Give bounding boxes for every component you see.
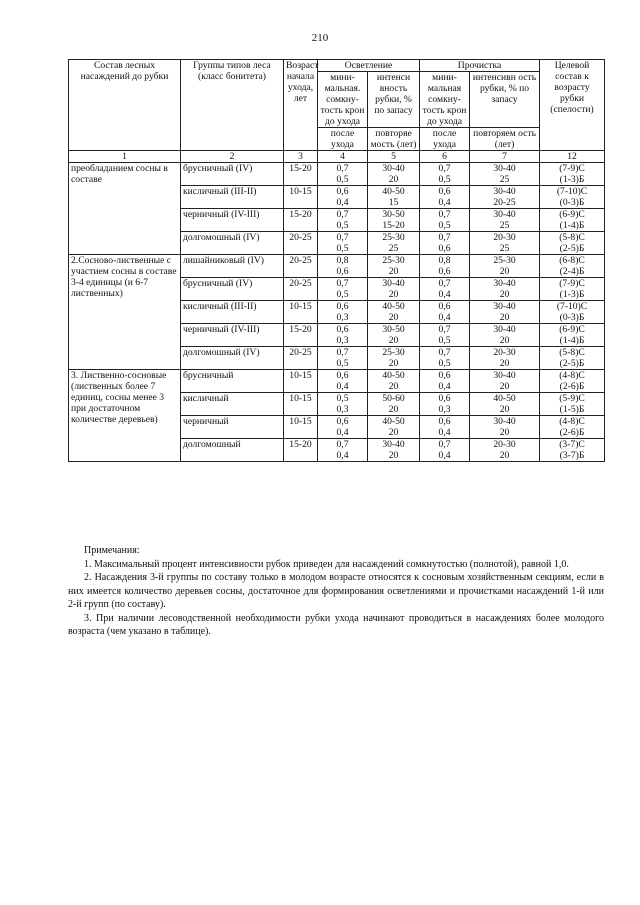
header-pro-after: после ухода [420,128,470,151]
start-age-cell: 15-20 [284,439,318,462]
cell-value: 30-40 [382,278,405,289]
value-cell [318,278,368,301]
cell-value: 30-40 [493,278,516,289]
value-cell [420,209,470,232]
cell-value: 30-40 [493,416,516,427]
cell-value: 25-30 [493,255,516,266]
notes-title: Примечания: [84,545,140,556]
value-cell [470,370,540,393]
cell-value: 0,7 [336,163,349,174]
value-cell [470,186,540,209]
value-cell [420,255,470,278]
cell-value: 0,7 [336,232,349,243]
col-index: 2 [181,151,284,163]
value-cell [318,347,368,370]
cell-value: 20 [388,174,399,185]
cell-value: 20 [388,381,399,392]
value-cell [420,324,470,347]
start-age-cell: 20-25 [284,232,318,255]
cell-value: 0,7 [438,232,451,243]
cell-value: 0,7 [336,209,349,220]
value-cell [540,393,605,416]
value-cell [540,186,605,209]
forest-type-cell: брусничный (IV) [181,278,284,301]
forest-type-cell: черничный (IV-III) [181,209,284,232]
start-age-cell: 20-25 [284,347,318,370]
header-pro-min-density: мини- мальная сомкну- тость крон до ухода [420,72,470,128]
cell-value: 0,7 [438,324,451,335]
forest-type-cell: брусничный [181,370,284,393]
value-cell [368,209,420,232]
cell-value: 0,5 [438,358,451,369]
cell-value: (1-3)Б [559,289,585,300]
cell-value: (6-9)С [559,324,585,335]
cell-value: 0,6 [336,186,349,197]
col-index: 5 [368,151,420,163]
value-cell [540,255,605,278]
cell-value: (7-10)С [556,301,588,312]
value-cell [318,209,368,232]
header-target-composition: Целевой состав к возрасту рубки (спелости) [540,60,605,151]
header-osv-min-density: мини- мальная. сомкну- тость крон до ухода [318,72,368,128]
cell-value: 25 [499,174,510,185]
start-age-cell: 10-15 [284,301,318,324]
cell-value: (0-3)Б [559,312,585,323]
cell-value: 0,5 [438,174,451,185]
value-cell [318,393,368,416]
cell-value: 0,5 [438,335,451,346]
cell-value: 20 [388,312,399,323]
cell-value: (7-9)С [559,278,585,289]
value-cell [470,347,540,370]
value-cell [368,393,420,416]
value-cell [420,186,470,209]
cell-value: (6-8)С [559,255,585,266]
value-cell [318,186,368,209]
cell-value: 20 [499,266,510,277]
cell-value: (5-8)С [559,232,585,243]
value-cell [420,416,470,439]
note-item: 3. При наличии лесоводственной необходимости рубки ухода начинают проводиться в насаждениях более молодого возраста (чем указано в таблице). [68,612,604,637]
start-age-cell: 10-15 [284,393,318,416]
cell-value: 40-50 [493,393,516,404]
value-cell [318,163,368,186]
value-cell [318,439,368,462]
cell-value: (7-10)С [556,186,588,197]
start-age-cell: 10-15 [284,416,318,439]
header-pro-intensity: интенсивн ость рубки, % по запасу [470,72,540,128]
table-row [69,255,605,278]
cell-value: (3-7)Б [559,450,585,461]
value-cell [420,393,470,416]
value-cell [470,416,540,439]
cell-value: 0,4 [438,450,451,461]
start-age-cell: 10-15 [284,370,318,393]
cell-value: 0,7 [336,439,349,450]
col-index: 12 [540,151,605,163]
cell-value: (1-4)Б [559,220,585,231]
cell-value: 20 [499,381,510,392]
value-cell [368,324,420,347]
cell-value: 25-30 [382,232,405,243]
cell-value: 0,4 [438,312,451,323]
start-age-cell: 20-25 [284,255,318,278]
value-cell [318,370,368,393]
cell-value: 0,6 [438,301,451,312]
forest-type-cell: долгомошный (IV) [181,232,284,255]
cell-value: 0,7 [336,278,349,289]
cell-value: 30-40 [382,439,405,450]
forest-type-cell: долгомошный [181,439,284,462]
value-cell [368,163,420,186]
cell-value: 20 [499,358,510,369]
header-start-age: Возраст начала ухода, лет [284,60,318,151]
cell-value: 20 [388,450,399,461]
forest-type-cell: долгомошный (IV) [181,347,284,370]
forest-type-cell: брусничный (IV) [181,163,284,186]
cell-value: 30-40 [493,209,516,220]
value-cell [470,232,540,255]
notes-section [68,544,604,639]
value-cell [540,439,605,462]
cell-value: (5-9)С [559,393,585,404]
value-cell [540,324,605,347]
cell-value: 0,4 [438,427,451,438]
value-cell [368,186,420,209]
value-cell [540,416,605,439]
cell-value: 0,6 [336,266,349,277]
value-cell [540,370,605,393]
cell-value: (4-8)С [559,416,585,427]
group-label: 3. Лиственно-сосновые (лиственных более 7 единиц, сосны менее 3 при достаточном количестве деревьев) [69,370,181,462]
cell-value: 30-40 [493,324,516,335]
cell-value: 25 [499,220,510,231]
start-age-cell: 15-20 [284,163,318,186]
value-cell [318,255,368,278]
cell-value: (0-3)Б [559,197,585,208]
cell-value: 20 [388,335,399,346]
cell-value: 0,6 [336,324,349,335]
note-item: 2. Насаждения 3-й группы по составу только в молодом возрасте относятся к сосновым хозяйственным секциям, если в них имеется количество деревьев сосны, достаточное для формирования осветлениями и прочистками насаждений 1-й или 2-й групп (по составу). [68,572,604,610]
cell-value: (4-8)С [559,370,585,381]
silviculture-table [68,59,605,462]
cell-value: 0,5 [336,393,349,404]
table-row [69,163,605,186]
cell-value: 20 [388,358,399,369]
cell-value: (2-5)Б [559,358,585,369]
cell-value: 0,6 [336,370,349,381]
value-cell [470,439,540,462]
value-cell [470,209,540,232]
cell-value: 30-40 [493,301,516,312]
start-age-cell: 15-20 [284,324,318,347]
header-pro-repeat: повторяем ость (лет) [470,128,540,151]
value-cell [368,370,420,393]
value-cell [368,439,420,462]
start-age-cell: 10-15 [284,186,318,209]
cell-value: (5-8)С [559,347,585,358]
cell-value: 20 [499,404,510,415]
cell-value: (2-5)Б [559,243,585,254]
cell-value: 15-20 [382,220,405,231]
cell-value: 20 [499,335,510,346]
value-cell [420,278,470,301]
group-label: преобладанием сосны в составе [69,163,181,255]
note-item: 1. Максимальный процент интенсивности рубок приведен для насаждений сомкнутостью (полнотой), равной 1,0. [84,558,569,570]
cell-value: 0,5 [438,220,451,231]
forest-type-cell: лишайниковый (IV) [181,255,284,278]
cell-value: 0,7 [438,439,451,450]
value-cell [420,439,470,462]
cell-value: (6-9)С [559,209,585,220]
value-cell [368,301,420,324]
forest-type-cell: кисличный [181,393,284,416]
cell-value: 0,5 [336,289,349,300]
cell-value: 20 [499,289,510,300]
cell-value: 25 [499,243,510,254]
value-cell [318,416,368,439]
value-cell [540,209,605,232]
value-cell [368,255,420,278]
col-index: 7 [470,151,540,163]
cell-value: 30-40 [493,163,516,174]
cell-value: (2-6)Б [559,381,585,392]
value-cell [420,163,470,186]
group-label: 2.Сосново-лиственные с участием сосны в составе 3-4 единицы (и 6-7 лиственных) [69,255,181,370]
cell-value: 30-40 [493,370,516,381]
value-cell [540,278,605,301]
forest-type-cell: кисличный (III-II) [181,186,284,209]
cell-value: 0,7 [438,347,451,358]
cell-value: 0,8 [336,255,349,266]
cell-value: 20-30 [493,232,516,243]
cell-value: 30-50 [382,209,405,220]
value-cell [540,232,605,255]
cell-value: 0,6 [438,416,451,427]
cell-value: 20 [388,266,399,277]
cell-value: 0,4 [438,289,451,300]
value-cell [318,301,368,324]
header-composition: Состав лесных насаждений до рубки [69,60,181,151]
header-forest-type: Группы типов леса (класс бонитета) [181,60,284,151]
cell-value: 0,6 [336,301,349,312]
col-index: 4 [318,151,368,163]
cell-value: 0,6 [336,416,349,427]
value-cell [368,232,420,255]
cell-value: 0,4 [438,381,451,392]
cell-value: (3-7)С [559,439,585,450]
value-cell [470,278,540,301]
cell-value: 0,8 [438,255,451,266]
col-index: 1 [69,151,181,163]
cell-value: 20 [388,427,399,438]
value-cell [368,278,420,301]
value-cell [470,163,540,186]
header-osv-repeat: повторяе мость (лет) [368,128,420,151]
cell-value: 0,3 [336,312,349,323]
cell-value: 0,6 [438,186,451,197]
cell-value: 0,6 [438,370,451,381]
forest-type-cell: черничный [181,416,284,439]
start-age-cell: 20-25 [284,278,318,301]
cell-value: 0,4 [336,427,349,438]
cell-value: 0,4 [438,197,451,208]
cell-value: 20-30 [493,347,516,358]
cell-value: 0,7 [438,163,451,174]
cell-value: 30-50 [382,324,405,335]
value-cell [420,301,470,324]
cell-value: 20 [499,312,510,323]
cell-value: 0,6 [438,243,451,254]
header-osv-after: после ухода [318,128,368,151]
cell-value: 0,7 [438,278,451,289]
value-cell [540,301,605,324]
col-index: 3 [284,151,318,163]
cell-value: 40-50 [382,370,405,381]
cell-value: 0,3 [336,335,349,346]
value-cell [368,347,420,370]
cell-value: 0,5 [336,243,349,254]
cell-value: (1-4)Б [559,335,585,346]
cell-value: (2-6)Б [559,427,585,438]
value-cell [318,324,368,347]
cell-value: 0,5 [336,358,349,369]
cell-value: (7-9)С [559,163,585,174]
cell-value: 25-30 [382,347,405,358]
cell-value: 0,4 [336,450,349,461]
cell-value: 0,7 [336,347,349,358]
header-osv-intensity: интенси вность рубки, % по запасу [368,72,420,128]
cell-value: 20 [388,289,399,300]
cell-value: 40-50 [382,416,405,427]
forest-type-cell: кисличный (III-II) [181,301,284,324]
table-row [69,370,605,393]
start-age-cell: 15-20 [284,209,318,232]
header-osvetlenie: Осветление [318,60,420,72]
col-index: 6 [420,151,470,163]
forest-type-cell: черничный (IV-III) [181,324,284,347]
cell-value: 0,3 [438,404,451,415]
value-cell [420,370,470,393]
cell-value: 50-60 [382,393,405,404]
cell-value: 20 [388,404,399,415]
cell-value: 0,4 [336,197,349,208]
value-cell [420,347,470,370]
cell-value: 0,5 [336,220,349,231]
cell-value: 15 [388,197,399,208]
cell-value: 0,7 [438,209,451,220]
page-number: 210 [311,32,329,44]
value-cell [318,232,368,255]
value-cell [540,347,605,370]
cell-value: 30-40 [382,163,405,174]
cell-value: 0,6 [438,266,451,277]
value-cell [470,301,540,324]
cell-value: (1-3)Б [559,174,585,185]
header-prochistka: Прочистка [420,60,540,72]
cell-value: 40-50 [382,186,405,197]
cell-value: 0,3 [336,404,349,415]
cell-value: 20 [499,450,510,461]
cell-value: 30-40 [493,186,516,197]
value-cell [470,255,540,278]
cell-value: 0,4 [336,381,349,392]
cell-value: (2-4)Б [559,266,585,277]
cell-value: 20 [499,427,510,438]
value-cell [540,163,605,186]
cell-value: 20-25 [493,197,516,208]
cell-value: 25-30 [382,255,405,266]
cell-value: 40-50 [382,301,405,312]
value-cell [470,393,540,416]
cell-value: (1-5)Б [559,404,585,415]
value-cell [420,232,470,255]
value-cell [470,324,540,347]
cell-value: 0,5 [336,174,349,185]
cell-value: 0,6 [438,393,451,404]
cell-value: 20-30 [493,439,516,450]
cell-value: 25 [388,243,399,254]
value-cell [368,416,420,439]
